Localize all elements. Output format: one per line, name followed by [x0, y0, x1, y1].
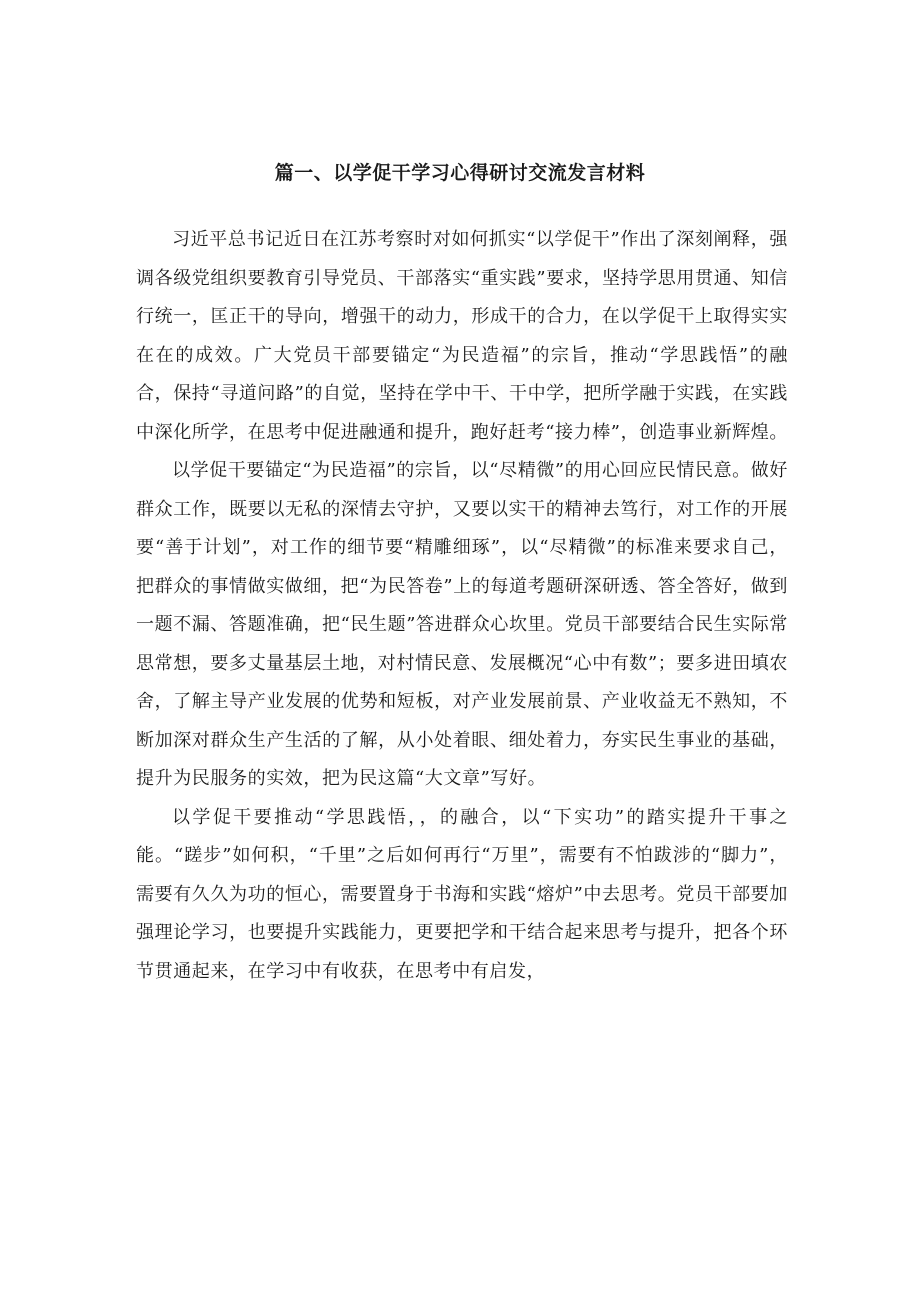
paragraph-3: 以学促干要推动“学思践悟，，的融合，以“下实功”的踏实提升干事之能。“蹉步”如何积，“千里”之后如何再行“万里”，需要有不怕跋涉的“脚力”，需要有久久为功的恒心，需要置身于书海和实践“熔炉”中去思考。党员干部要加强理论学习，也要提升实践能力，更要把学和干结合起来思考与提升，把各个环节贯通起来，在学习中有收获，在思考中有启发， — [136, 806, 789, 982]
document-body — [136, 221, 788, 991]
paragraph-1: 习近平总书记近日在江苏考察时对如何抓实“以学促干”作出了深刻阐释，强调各级党组织要教育引导党员、干部落实“重实践”要求，坚持学思用贯通、知信行统一，匡正干的导向，增强干的动力，形成干的合力，在以学促干上取得实实在在的成效。广大党员干部要锚定“为民造福”的宗旨，推动“学思践悟”的融合，保持“寻道问路”的自觉，坚持在学中干、干中学，把所学融于实践，在实践中深化所学，在思考中促进融通和提升，跑好赶考“接力棒”，创造事业新辉煌。 — [136, 229, 789, 443]
document-title: 篇一、以学促干学习心得研讨交流发言材料 — [274, 162, 646, 184]
paragraph-2: 以学促干要锚定“为民造福”的宗旨，以“尽精微”的用心回应民情民意。做好群众工作，既要以无私的深情去守护，又要以实干的精神去笃行，对工作的开展要“善于计划”，对工作的细节要“精雕细琢”，以“尽精微”的标准来要求自己，把群众的事情做实做细，把“为民答卷”上的每道考题研深研透、答全答好，做到一题不漏、答题准确，把“民生题”答进群众心坎里。党员干部要结合民生实际常思常想，要多丈量基层土地，对村情民意、发展概况“心中有数”；要多进田填农舍，了解主导产业发展的优势和短板，对产业发展前景、产业收益无不熟知，不断加深对群众生产生活的了解，从小处着眼、细处着力，夯实民生事业的基础，提升为民服务的实效，把为民这篇“大文章”写好。 — [136, 460, 789, 789]
